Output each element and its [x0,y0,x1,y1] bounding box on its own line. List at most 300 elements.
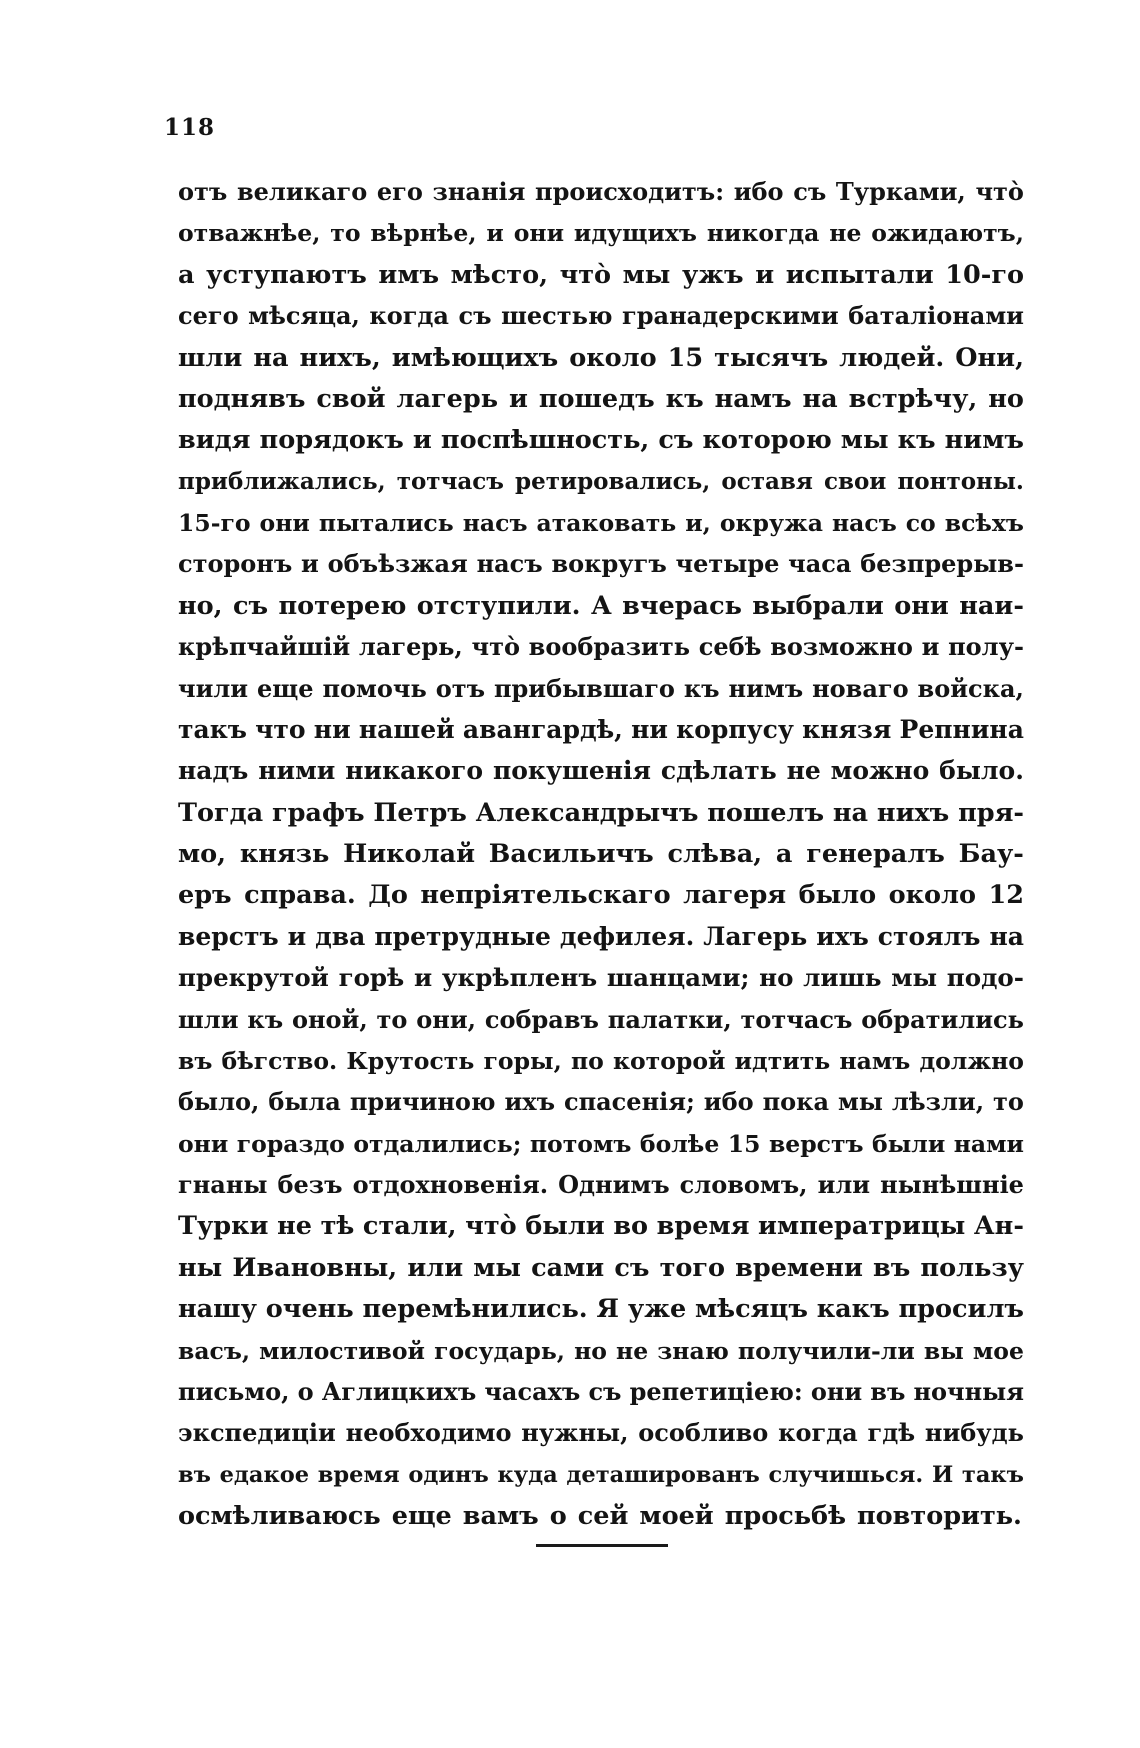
text-word: нашей [358,714,455,744]
text-word: а [178,259,195,290]
text-word: помочь [322,673,427,703]
text-word: и [921,632,940,662]
text-word: не [786,756,821,786]
text-word: Тогда [178,797,264,828]
text-line [178,464,1024,500]
text-word: Петръ [373,797,467,828]
text-word: обратились [861,1004,1024,1034]
text-word: собравъ [484,1004,599,1034]
text-word: мѣсяцъ [695,1294,808,1325]
text-line [178,1167,1024,1203]
text-word: одинъ [408,1461,489,1488]
text-word: по [570,1046,604,1075]
text-word: испытали [785,259,934,290]
text-word: осмѣливаюсь [178,1501,381,1531]
text-line [178,671,1024,707]
text-word: наи- [959,590,1024,621]
text-word: идтить [734,1046,831,1075]
text-line [178,1208,1024,1244]
text-line [178,960,1024,996]
text-word: возможно [770,632,913,662]
text-word: еръ [178,880,232,911]
text-word: ужъ [681,259,744,290]
text-word: они, [416,1004,477,1034]
text-word: вамъ [462,1501,539,1531]
text-word: бѣгство. [221,1046,338,1075]
text-word: экспедиціи [178,1418,336,1448]
text-word: мы [838,1087,883,1117]
text-word: нимъ [944,425,1024,456]
text-word: прибывшаго [493,673,675,703]
text-word: сего [178,301,239,331]
text-word: со [905,509,936,537]
text-word: верстъ [178,921,279,951]
text-word: и, [685,509,711,537]
text-word: они [810,1376,863,1406]
text-word: чтò [559,259,612,290]
text-word: были [872,1129,946,1158]
text-word: къ [665,383,704,414]
text-line [178,257,1024,293]
text-word: князь [239,839,330,869]
text-word: 15 [667,342,704,373]
text-word: ны [178,1252,223,1283]
text-line [178,340,1024,376]
text-word: тотчасъ [396,467,504,495]
text-word: съ [614,1252,650,1283]
text-word: время [656,1211,750,1242]
text-word: въ [873,1252,911,1283]
text-word: корпусу [676,714,794,744]
text-word: оной, [291,1004,368,1034]
text-word: гранадерскими [622,301,839,331]
page-text [178,174,1024,1534]
text-word: но [574,1336,607,1365]
text-word: Лагерь [703,921,808,951]
text-line [178,215,1024,251]
text-word: съ [658,425,694,456]
text-word: съ [232,590,269,621]
text-word: нихъ, [299,342,381,373]
text-word: такъ [178,714,247,744]
text-word: уже [627,1294,687,1325]
text-word: сей [577,1501,629,1531]
text-word: часахъ [484,1376,581,1406]
text-word: они [513,219,565,248]
text-word: вчерась [622,590,742,621]
text-word: того [659,1252,726,1283]
text-word: вокругъ [551,549,667,579]
text-word: мое [972,1336,1024,1365]
text-word: горы, [483,1046,562,1075]
text-word: время [317,1461,400,1488]
text-word: они [178,1129,229,1158]
text-line [178,919,1024,955]
text-word: получили-ли [737,1336,915,1365]
text-word: насъ [831,509,897,537]
text-word: отдохновенія. [352,1170,549,1199]
text-word: авангардѣ, [462,714,623,744]
text-word: еще [257,673,314,703]
text-word: они [894,590,949,621]
text-word: перемѣнились. [362,1294,588,1325]
text-word: 15 [727,1129,761,1158]
text-word: встрѣчу, [848,383,978,414]
text-word: пря- [958,797,1024,828]
text-word: то [376,1004,408,1034]
text-word: слѣва, [667,839,763,869]
text-word: пока [762,1087,830,1117]
text-word: сторонъ [178,549,293,579]
text-word: палатки, [607,1004,732,1034]
text-word: просилъ [898,1294,1024,1325]
text-word: просьбѣ [724,1501,846,1531]
text-word: свой [316,383,386,414]
text-word: мы [891,963,938,993]
text-word: съ [793,177,827,206]
text-word: на [989,921,1024,951]
text-line [178,298,1024,334]
text-word: словомъ, [679,1170,808,1199]
text-word: милостивой [259,1336,425,1365]
text-word: безпрерыв- [860,549,1024,579]
text-word: никогда [706,219,820,248]
text-word: еще [391,1501,452,1531]
text-word: которой [613,1046,726,1075]
text-word: они [259,509,310,537]
text-word: Они, [955,342,1024,373]
text-word: не [616,1336,649,1365]
text-word: ибо [733,177,784,206]
text-word: лагеря [683,880,787,911]
text-word: шестью [501,301,613,331]
text-word: И [931,1461,954,1488]
text-word: Бау- [958,839,1024,869]
text-word: едакое [219,1461,310,1488]
text-word: чтò [465,1211,517,1242]
text-word: во [613,1211,649,1242]
text-line [178,422,1024,458]
text-word: и [486,219,504,248]
text-word: нужны, [521,1418,629,1448]
text-word: понтоны. [897,467,1024,495]
text-word: насъ [476,549,543,579]
text-word: болѣе [639,1129,720,1158]
text-line [178,712,1024,748]
text-word: ними [258,756,336,786]
text-word: безъ [277,1170,343,1199]
text-word: графъ [271,797,365,828]
text-word: какъ [816,1294,890,1325]
text-word: мы [622,259,671,290]
text-word: повторить. [857,1501,1022,1531]
text-line [178,588,1024,624]
text-line [178,1291,1024,1327]
text-word: что [255,714,306,744]
text-word: ибо [703,1087,754,1117]
text-word: шанцами; [606,963,750,993]
text-word: ихъ [816,921,869,951]
text-word: не [277,1211,312,1242]
text-word: 15-го [178,509,251,537]
text-word: горѣ [338,963,405,993]
text-word: ихъ [504,1087,555,1117]
text-word: или [817,1170,871,1199]
text-word: нихъ [876,797,950,828]
text-word: въ [178,1461,211,1488]
text-line [178,174,1024,210]
text-word: но, [178,590,223,621]
text-line [178,795,1024,831]
text-word: шли [178,342,243,373]
text-line [178,1043,1024,1079]
text-word: А [590,590,612,621]
text-word: всѣхъ [944,509,1024,537]
text-word: ожидаютъ, [871,219,1024,248]
text-word: такъ [961,1461,1024,1488]
text-word: мѣсяца, [248,301,360,331]
text-word: отступили. [416,590,581,621]
text-word: въ [870,1376,906,1406]
text-word: окружа [719,509,823,537]
text-word: новаго [812,673,909,703]
text-word: и [301,549,319,579]
text-word: пользу [920,1252,1024,1283]
text-word: ретировались, [515,467,711,495]
text-word: времени [735,1252,863,1283]
text-word: но [759,963,794,993]
text-line [178,1457,1024,1493]
text-word: Аглицкихъ [321,1376,477,1406]
text-word: стали, [362,1211,457,1242]
text-word: Турками, [835,177,966,206]
text-word: ни [631,714,668,744]
text-word: видя [178,425,251,456]
text-word: съ [458,301,492,331]
text-word: непріятельскаго [420,880,671,911]
text-word: лагерь, [358,632,463,662]
text-word: порядокъ [259,425,404,456]
text-word: нимъ [728,673,804,703]
text-word: прекрутой [178,963,329,993]
text-word: имъ [378,259,440,290]
text-word: съ [588,1376,622,1406]
text-word: шли [178,1004,239,1034]
text-line [178,629,1024,665]
text-word: два [315,921,366,951]
text-word: и [412,425,432,456]
text-word: Крутость [346,1046,475,1075]
text-word: претрудные [374,921,551,951]
text-word: баталіонами [848,301,1024,331]
text-word: которою [702,425,832,456]
text-word: генералъ [806,839,945,869]
text-word: потомъ [529,1129,632,1158]
text-word: о [549,1501,567,1531]
text-line [178,1250,1024,1286]
text-word: намъ [839,1046,911,1075]
text-word: мы [840,425,889,456]
text-word: уступаютъ [206,259,367,290]
text-word: приближались, [178,467,386,495]
text-word: крѣпчайшій [178,632,351,662]
text-line [178,1333,1024,1369]
text-word: Васильичъ [488,839,654,869]
text-word: причиною [349,1087,496,1117]
text-word: то [993,1087,1024,1117]
text-word: случишься. [768,1461,924,1488]
text-word: четыре [675,549,780,579]
text-word: знаю [657,1336,729,1365]
text-word: надъ [178,756,249,786]
text-word: князя [802,714,892,744]
text-word: 12 [988,880,1024,911]
text-word: деташированъ [566,1461,760,1488]
text-word: Александрычъ [475,797,699,828]
closing-rule [536,1544,668,1547]
text-word: отъ [178,177,228,206]
text-word: когда [778,1418,858,1448]
text-word: къ [247,1004,284,1034]
text-word: потерею [278,590,407,621]
text-word: нибудь [924,1418,1024,1448]
text-word: около [569,342,657,373]
text-word: Ан- [973,1211,1024,1242]
text-word: спасенія; [563,1087,695,1117]
text-word: лишь [803,963,882,993]
text-line [178,836,1024,872]
text-word: къ [897,425,936,456]
text-word: около [888,880,977,911]
text-word: было [798,880,877,911]
text-word: происходитъ: [535,177,725,206]
text-word: намъ [714,383,792,414]
text-word: сами [531,1252,605,1283]
text-word: До [368,880,408,911]
text-word: къ [683,673,720,703]
text-word: письмо, [178,1376,290,1406]
text-word: куда [497,1461,558,1488]
text-word: его [376,177,423,206]
text-word: можно [830,756,930,786]
text-word: государь, [434,1336,565,1365]
text-word: особливо [638,1418,769,1448]
text-word: чтò [471,632,520,662]
text-word: укрѣпленъ [441,963,598,993]
text-word: оставя [721,467,813,495]
text-word: очень [265,1294,354,1325]
text-line [178,1415,1024,1451]
text-word: сдѣлать [660,756,777,786]
text-line [178,1374,1024,1410]
text-word: объѣзжая [327,549,468,579]
text-word: никакого [345,756,484,786]
text-line [178,1002,1024,1038]
text-word: нашу [178,1294,257,1325]
text-word: дефилея. [559,921,695,951]
text-word: войска, [917,673,1024,703]
text-word: вообразить [528,632,690,662]
text-word: идущихъ [573,219,697,248]
text-word: полу- [948,632,1024,662]
text-word: вѣрнѣе, [370,219,477,248]
text-word: лагерь [396,383,499,414]
text-word: стоялъ [877,921,981,951]
text-word: подо- [946,963,1024,993]
text-word: Николай [343,839,475,869]
text-word: было, [178,1087,260,1117]
page-number: 118 [164,114,216,141]
text-word: Репнина [899,714,1024,744]
text-word: отважнѣе, [178,219,321,248]
text-word: нынѣшніе [880,1170,1024,1199]
text-word: отдалились; [353,1129,522,1158]
text-word: а [775,839,793,869]
text-word: великаго [236,177,368,206]
text-word: лѣзли, [891,1087,985,1117]
text-word: свои [823,467,887,495]
text-word: то [330,219,361,248]
text-word: и [413,963,433,993]
text-word: 10-го [945,259,1024,290]
text-word: гнаны [178,1170,268,1199]
text-word: часа [788,549,852,579]
text-word: чтò [975,177,1024,206]
text-word: императрицы [758,1211,966,1242]
text-line [178,753,1024,789]
text-line [178,505,1024,541]
text-word: нами [953,1129,1024,1158]
text-word: должно [919,1046,1024,1075]
text-word: Турки [178,1211,269,1242]
text-word: покушенія [492,756,652,786]
text-word: поспѣшность, [440,425,650,456]
text-line [178,1126,1024,1162]
text-word: чили [178,673,249,703]
text-word: выбрали [752,590,884,621]
text-word: васъ, [178,1336,251,1365]
text-word: Однимъ [558,1170,670,1199]
text-word: знанія [432,177,526,206]
text-word: и [755,259,775,290]
text-word: было. [939,756,1024,786]
text-word: о [297,1376,314,1406]
text-word: имѣющихъ [391,342,559,373]
text-word: гдѣ [867,1418,916,1448]
text-word: верстъ [768,1129,864,1158]
text-word: и [287,921,307,951]
text-word: репетиціею: [629,1376,803,1406]
text-line [178,1084,1024,1120]
text-word: ночныя [913,1376,1024,1406]
text-word: пошедъ [538,383,655,414]
text-word: на [832,797,869,828]
text-word: на [802,383,838,414]
text-word: людей. [839,342,945,373]
text-word: моей [639,1501,714,1531]
text-word: были [525,1211,605,1242]
text-word: въ [178,1046,213,1075]
text-word: справа. [244,880,356,911]
text-word: или [407,1252,464,1283]
text-word: насъ [462,509,528,537]
text-word: гораздо [236,1129,345,1158]
text-word: поднявъ [178,383,306,414]
text-line [178,877,1024,913]
text-word: атаковать [536,509,677,537]
text-word: на [253,342,289,373]
text-word: мо, [178,839,227,869]
